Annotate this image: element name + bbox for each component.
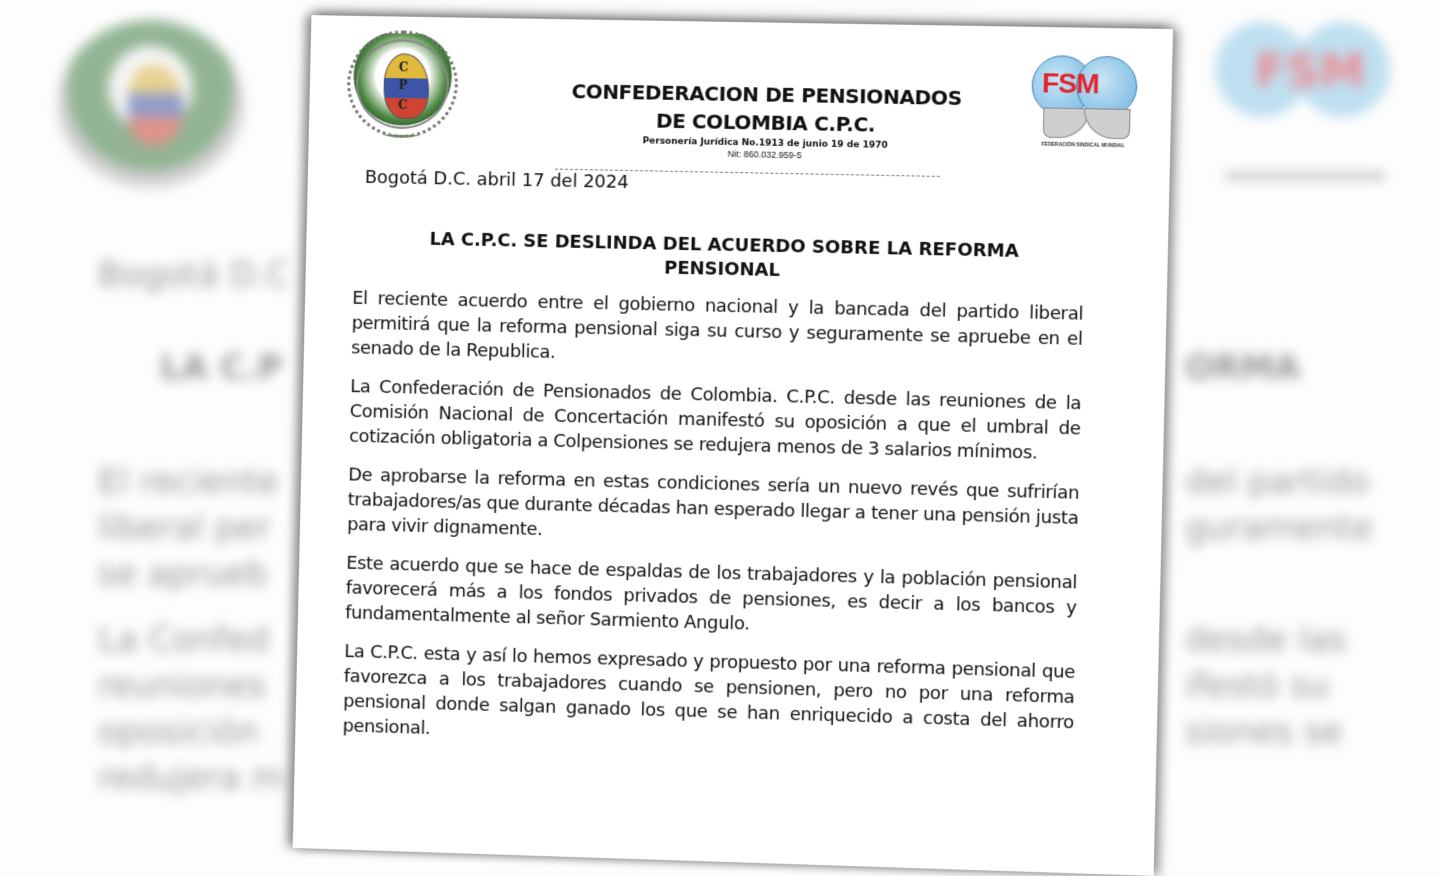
- paragraph: Este acuerdo que se hace de espaldas de los trabajadores y la población pensional favorecerá más a los fondos privados de pensiones, es decir a los bancos y fundamentalmente al señor Sarmiento Angulo.: [344, 552, 1078, 635]
- paragraph: La Confederación de Pensionados de Colombia. C.P.C. desde las reuniones de la Comisión Nacional de Concertación manifestó su oposición a que el umbral de cotización obligatoria a Colpensiones se redujera menos de 3 salarios mínimos.: [348, 376, 1082, 464]
- bg-fragment: redujera m: [98, 758, 285, 798]
- bg-fragment: siones se: [1185, 712, 1343, 752]
- document-page: [293, 15, 1173, 876]
- paragraph: El reciente acuerdo entre el gobierno nacional y la bancada del partido liberal permitirá que la reforma pensional siga su curso y seguramente se apruebe en el senado de la Republica.: [350, 287, 1084, 363]
- bg-fragment: ifestó su: [1185, 666, 1330, 706]
- letterhead: [555, 77, 977, 164]
- bg-fragment: El reciente: [98, 462, 279, 502]
- document-title: LA C.P.C. SE DESLINDA DEL ACUERDO SOBRE LA REFORMA PENSIONAL: [429, 228, 1020, 282]
- paragraph: De aprobarse la reforma en estas condiciones sería un nuevo revés que sufrirían trabajadores/as que durante décadas han esperado llegar a tener una pensión justa para vivir dignamente.: [346, 464, 1080, 541]
- organization-name: CONFEDERACION DE PENSIONADOS DE COLOMBIA C.P.C.: [571, 79, 963, 137]
- bg-fragment: liberal per: [98, 508, 271, 548]
- fsm-logo-text: FSM: [1041, 67, 1100, 100]
- cpc-seal-logo-icon: [346, 30, 459, 139]
- bg-fragment: oposición: [98, 712, 259, 752]
- bg-fragment: ORMA: [1185, 348, 1301, 388]
- legal-registration: Personería Jurídica No.1913 de junio 19 de 1970: [642, 136, 888, 151]
- fsm-logo-caption: FEDERACIÓN SINDICAL MUNDIAL: [1041, 141, 1125, 150]
- bg-fragment: La Confed: [98, 620, 270, 660]
- background-cpc-logo-icon: [58, 20, 243, 190]
- colombia-map-icon: C P C: [383, 53, 430, 119]
- fsm-globe-hands-logo-icon: [1026, 49, 1140, 162]
- paragraph: La C.P.C. esta y así lo hemos expresado y propuesto por una reforma pensional que favorezca a los trabajadores cuando se pensionen, pero no por una reforma pensional donde salgan ganado los que se han enriquecido a costa del ahorro pensional.: [342, 641, 1076, 739]
- bg-fragment: LA C.P: [160, 348, 283, 388]
- date-line: Bogotá D.C. abril 17 del 2024: [364, 166, 629, 193]
- document-body: [342, 286, 1083, 775]
- nit-number: Nit: 860.032.959-5: [727, 148, 802, 161]
- bg-fragment: desde las: [1185, 620, 1347, 660]
- bg-fragment: reuniones: [98, 666, 266, 706]
- bg-fragment: del partido: [1185, 462, 1370, 502]
- bg-fragment: se aprueb: [98, 554, 268, 594]
- background-fsm-logo-icon: FSM: [1215, 22, 1390, 152]
- bg-fragment: guramente: [1185, 508, 1373, 548]
- bg-fragment: Bogotá D.C: [98, 255, 291, 295]
